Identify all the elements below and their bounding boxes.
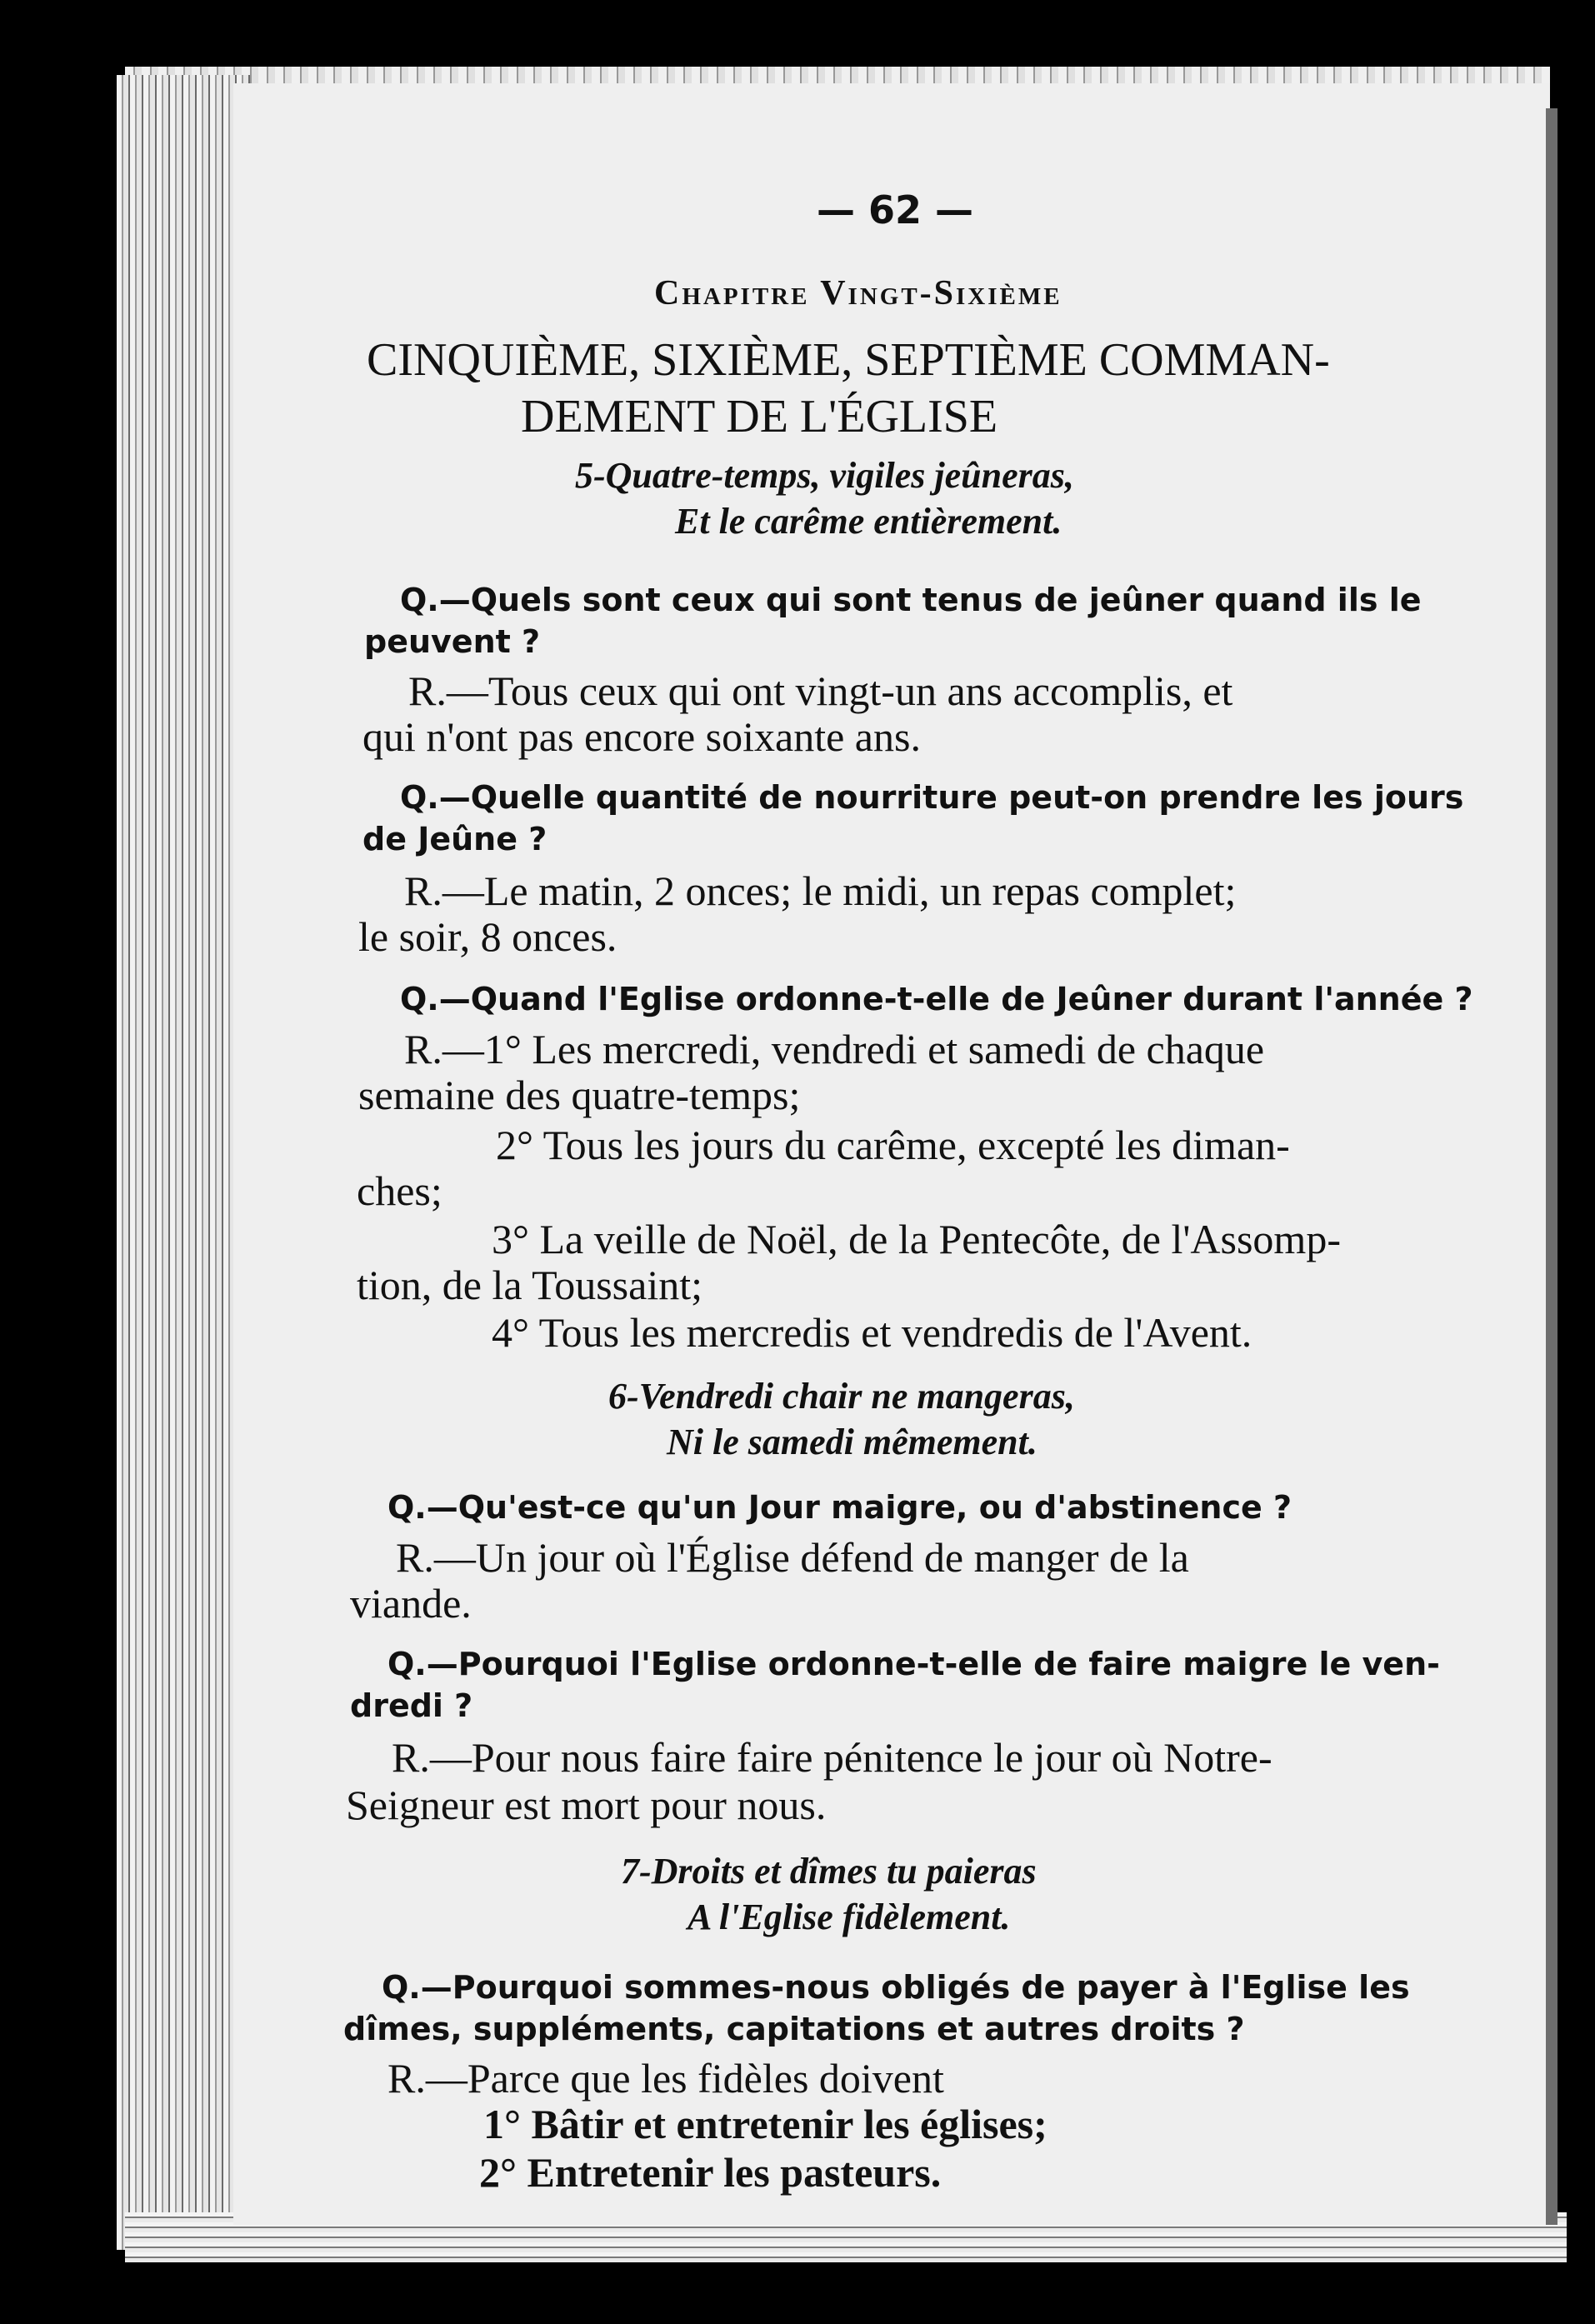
answer-6-line-1: R.—Parce que les fidèles doivent xyxy=(388,2055,944,2102)
answer-6-line-2: 1° Bâtir et entretenir les églises; xyxy=(483,2101,1048,2147)
answer-3-line-6: tion, de la Toussaint; xyxy=(357,1262,702,1308)
page-edge-left xyxy=(117,75,250,2250)
answer-4-line-2: viande. xyxy=(350,1580,472,1627)
verse-6-line-1: 6-Vendredi chair ne mangeras, xyxy=(608,1376,1075,1417)
answer-3-line-5: 3° La veille de Noël, de la Pentecôte, de l'Assomp- xyxy=(492,1216,1341,1262)
verse-7-line-2: A l'Eglise fidèlement. xyxy=(688,1897,1011,1937)
answer-5-line-1: R.—Pour nous faire faire pénitence le jour où Notre- xyxy=(392,1734,1272,1781)
answer-3-line-7: 4° Tous les mercredis et vendredis de l'Avent. xyxy=(492,1309,1252,1356)
title-line-1: CINQUIÈME, SIXIÈME, SEPTIÈME COMMAN- xyxy=(367,334,1330,386)
question-4: Q.—Qu'est-ce qu'un Jour maigre, ou d'abstinence ? xyxy=(388,1489,1292,1526)
question-1-line-2: peuvent ? xyxy=(364,623,541,660)
answer-4-line-1: R.—Un jour où l'Église défend de manger de la xyxy=(396,1534,1189,1581)
answer-3-line-2: semaine des quatre-temps; xyxy=(358,1072,801,1118)
answer-6-line-3: 2° Entretenir les pasteurs. xyxy=(479,2149,942,2196)
question-2-line-1: Q.—Quelle quantité de nourriture peut-on prendre les jours xyxy=(400,779,1464,816)
verse-5-line-1: 5-Quatre-temps, vigiles jeûneras, xyxy=(575,455,1074,496)
answer-3-line-4: ches; xyxy=(357,1167,442,1214)
verse-5-line-2: Et le carême entièrement. xyxy=(675,501,1062,542)
question-2-line-2: de Jeûne ? xyxy=(362,821,548,857)
verse-6-line-2: Ni le samedi mêmement. xyxy=(667,1422,1038,1462)
book-page xyxy=(233,83,1550,2225)
answer-1-line-2: qui n'ont pas encore soixante ans. xyxy=(362,713,921,760)
verse-7-line-1: 7-Droits et dîmes tu paieras xyxy=(621,1851,1037,1892)
question-3: Q.—Quand l'Eglise ordonne-t-elle de Jeûner durant l'année ? xyxy=(400,981,1473,1017)
question-5-line-2: dredi ? xyxy=(350,1687,473,1724)
answer-1-line-1: R.—Tous ceux qui ont vingt-un ans accomplis, et xyxy=(408,667,1233,714)
question-6-line-1: Q.—Pourquoi sommes-nous obligés de payer à l'Eglise les xyxy=(382,1969,1410,2006)
page-number: — 62 — xyxy=(817,187,974,232)
chapter-heading: Chapitre Vingt-Sixième xyxy=(654,274,1062,312)
page-right-edge xyxy=(1546,108,1558,2225)
answer-2-line-1: R.—Le matin, 2 onces; le midi, un repas complet; xyxy=(404,867,1237,914)
answer-5-line-2: Seigneur est mort pour nous. xyxy=(346,1782,827,1828)
question-6-line-2: dîmes, suppléments, capitations et autres droits ? xyxy=(343,2011,1245,2047)
question-5-line-1: Q.—Pourquoi l'Eglise ordonne-t-elle de faire maigre le ven- xyxy=(388,1646,1440,1682)
answer-2-line-2: le soir, 8 onces. xyxy=(358,913,618,960)
title-line-2: DEMENT DE L'ÉGLISE xyxy=(521,391,998,442)
question-1-line-1: Q.—Quels sont ceux qui sont tenus de jeûner quand ils le xyxy=(400,582,1422,618)
answer-3-line-1: R.—1° Les mercredi, vendredi et samedi de chaque xyxy=(404,1026,1265,1072)
answer-3-line-3: 2° Tous les jours du carême, excepté les diman- xyxy=(496,1122,1290,1168)
